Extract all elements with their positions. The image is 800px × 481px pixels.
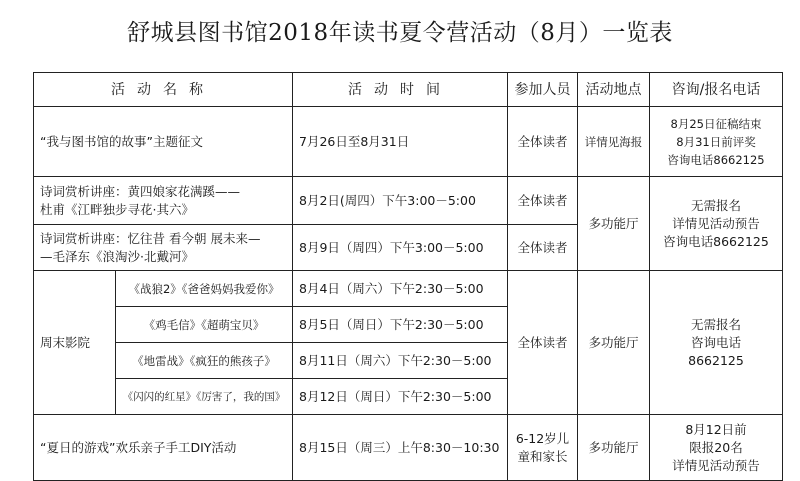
activity-time: 8月4日（周六）下午2:30－5:00 [293, 271, 508, 307]
activity-participants: 全体读者 [508, 107, 578, 177]
activity-participants: 全体读者 [508, 271, 578, 415]
table-row [34, 271, 783, 307]
page-title: 舒城县图书馆2018年读书夏令营活动（8月）一览表 [127, 20, 673, 46]
table-row [34, 177, 783, 225]
activity-location: 详情见海报 [578, 107, 650, 177]
contact-line: 详情见活动预告 [672, 215, 760, 231]
activity-name: “夏日的游戏”欢乐亲子手工DIY活动 [34, 415, 293, 481]
activity-participants: 全体读者 [508, 177, 578, 225]
activity-location: 多功能厅 [578, 271, 650, 415]
participants-line: 6-12岁儿 [515, 430, 570, 446]
contact-line: 咨询电话8662125 [667, 152, 765, 167]
activity-time: 8月9日（周四）下午3:00－5:00 [293, 225, 508, 271]
name-line: 诗词赏析讲座：黄四娘家花满蹊—— [40, 183, 241, 199]
activity-name: “我与图书馆的故事”主题征文 [34, 107, 293, 177]
header-name: 活动名称 [34, 73, 293, 107]
activity-contact [650, 271, 783, 415]
contact-line: 详情见活动预告 [672, 457, 760, 473]
activity-table [33, 72, 783, 481]
contact-line: 8月12日前 [685, 421, 747, 437]
activity-time: 8月15日（周三）上午8:30－10:30 [293, 415, 508, 481]
contact-line: 8662125 [688, 352, 744, 368]
movie-titles: 《闪闪的红星》《厉害了，我的国》 [116, 379, 293, 415]
activity-participants: 全体读者 [508, 225, 578, 271]
activity-time: 7月26日至8月31日 [293, 107, 508, 177]
activity-location: 多功能厅 [578, 177, 650, 271]
activity-contact [650, 415, 783, 481]
activity-name [34, 177, 293, 225]
header-time: 活动时间 [293, 73, 508, 107]
participants-line: 童和家长 [517, 448, 568, 464]
contact-line: 无需报名 [690, 197, 741, 213]
header-participants: 参加人员 [508, 73, 578, 107]
activity-contact [650, 107, 783, 177]
name-line: 杜甫《江畔独步寻花·其六》 [40, 201, 194, 217]
contact-line: 8月25日征稿结束 [670, 116, 762, 131]
movie-group-label: 周末影院 [34, 271, 116, 415]
activity-time: 8月5日（周日）下午2:30－5:00 [293, 307, 508, 343]
contact-line: 8月31日前评奖 [676, 134, 756, 149]
name-line: 诗词赏析讲座：忆往昔 看今朝 展未来— [40, 230, 261, 246]
contact-line: 无需报名 [690, 316, 741, 332]
contact-line: 限报20名 [689, 439, 743, 455]
name-line: —毛泽东《浪淘沙·北戴河》 [40, 248, 194, 264]
header-row [34, 73, 783, 107]
movie-titles: 《地雷战》《疯狂的熊孩子》 [116, 343, 293, 379]
activity-time: 8月2日(周四）下午3:00－5:00 [293, 177, 508, 225]
movie-titles: 《战狼2》《爸爸妈妈我爱你》 [116, 271, 293, 307]
activity-contact [650, 177, 783, 271]
contact-line: 咨询电话 [690, 334, 741, 350]
header-contact: 咨询/报名电话 [650, 73, 783, 107]
table-row [34, 415, 783, 481]
activity-time: 8月12日（周日）下午2:30－5:00 [293, 379, 508, 415]
activity-name [34, 225, 293, 271]
header-location: 活动地点 [578, 73, 650, 107]
activity-location: 多功能厅 [578, 415, 650, 481]
table-row [34, 107, 783, 177]
activity-participants [508, 415, 578, 481]
movie-titles: 《鸡毛信》《超萌宝贝》 [116, 307, 293, 343]
activity-time: 8月11日（周六）下午2:30－5:00 [293, 343, 508, 379]
contact-line: 咨询电话8662125 [663, 233, 769, 249]
